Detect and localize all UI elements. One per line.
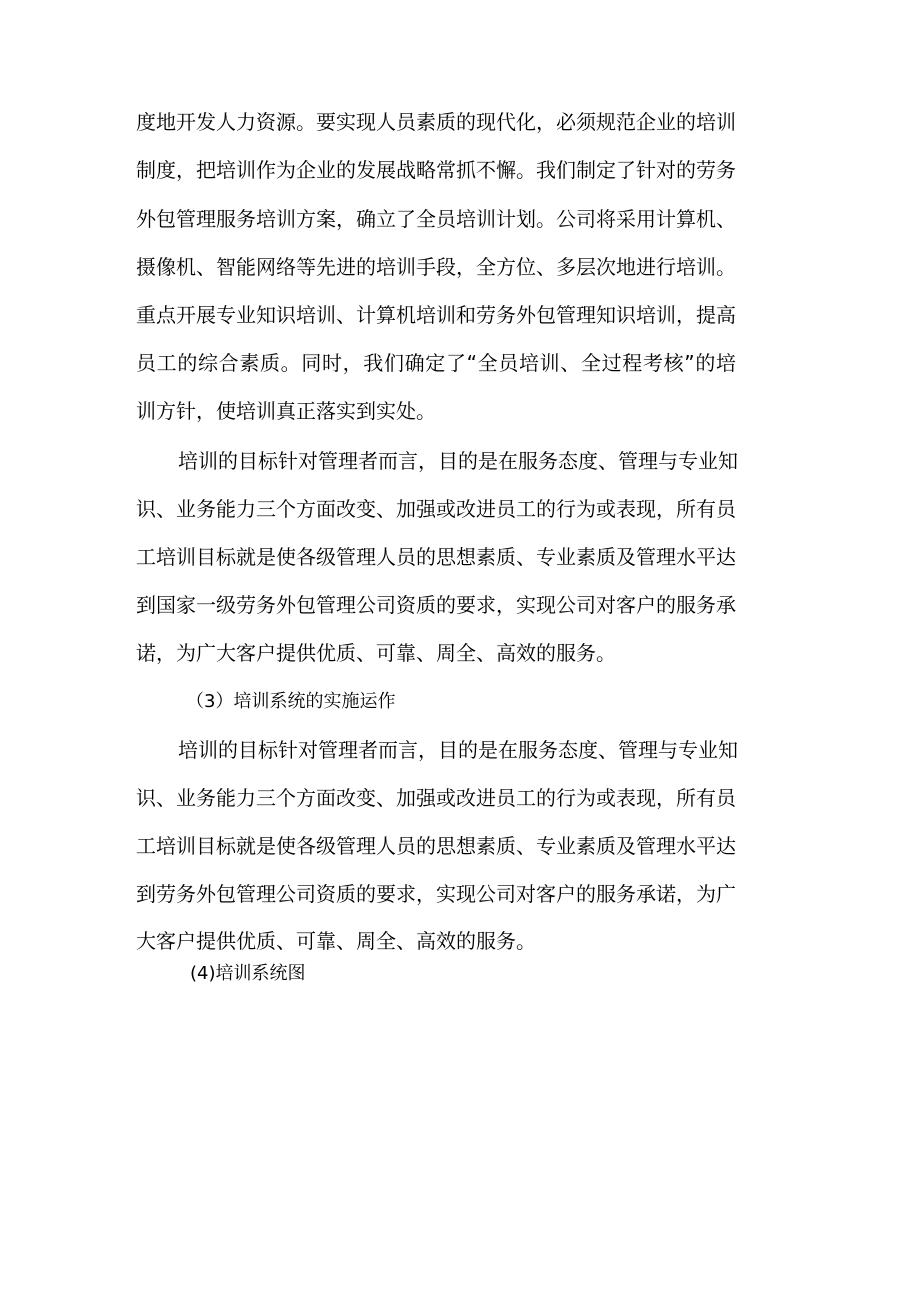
paragraph-line: 诺，为广大客户提供优质、可靠、周全、高效的服务。	[136, 641, 616, 665]
paragraph-line: 训方针，使培训真正落实到实处。	[136, 399, 436, 423]
section-heading-4: (4)培训系统图	[190, 963, 306, 984]
section-heading-3: （3）培训系统的实施运作	[186, 691, 396, 712]
paragraph-line: 工培训目标就是使各级管理人员的思想素质、专业素质及管理水平达	[136, 545, 736, 569]
paragraph-line: 摄像机、智能网络等先进的培训手段，全方位、多层次地进行培训。	[136, 255, 736, 279]
paragraph-line: 到国家一级劳务外包管理公司资质的要求，实现公司对客户的服务承	[136, 593, 736, 617]
paragraph-line: 制度，把培训作为企业的发展战略常抓不懈。我们制定了针对的劳务	[136, 158, 736, 182]
paragraph-line: 员工的综合素质。同时，我们确定了“全员培训、全过程考核”的培	[136, 351, 736, 375]
paragraph-line: 度地开发人力资源。要实现人员素质的现代化，必须规范企业的培训	[136, 110, 736, 134]
paragraph-line: 外包管理服务培训方案，确立了全员培训计划。公司将采用计算机、	[136, 207, 736, 231]
paragraph-line: 工培训目标就是使各级管理人员的思想素质、专业素质及管理水平达	[136, 834, 736, 858]
paragraph-line: 识、业务能力三个方面改变、加强或改进员工的行为或表现，所有员	[136, 497, 736, 521]
paragraph-line: 到劳务外包管理公司资质的要求，实现公司对客户的服务承诺，为广	[136, 882, 736, 906]
paragraph-line: 识、业务能力三个方面改变、加强或改进员工的行为或表现，所有员	[136, 786, 736, 810]
paragraph-line: 重点开展专业知识培训、计算机培训和劳务外包管理知识培训，提高	[136, 303, 736, 327]
paragraph-line: 大客户提供优质、可靠、周全、高效的服务。	[136, 929, 536, 953]
paragraph-line: 培训的目标针对管理者而言，目的是在服务态度、管理与专业知	[178, 449, 738, 473]
paragraph-line: 培训的目标针对管理者而言，目的是在服务态度、管理与专业知	[178, 738, 738, 762]
